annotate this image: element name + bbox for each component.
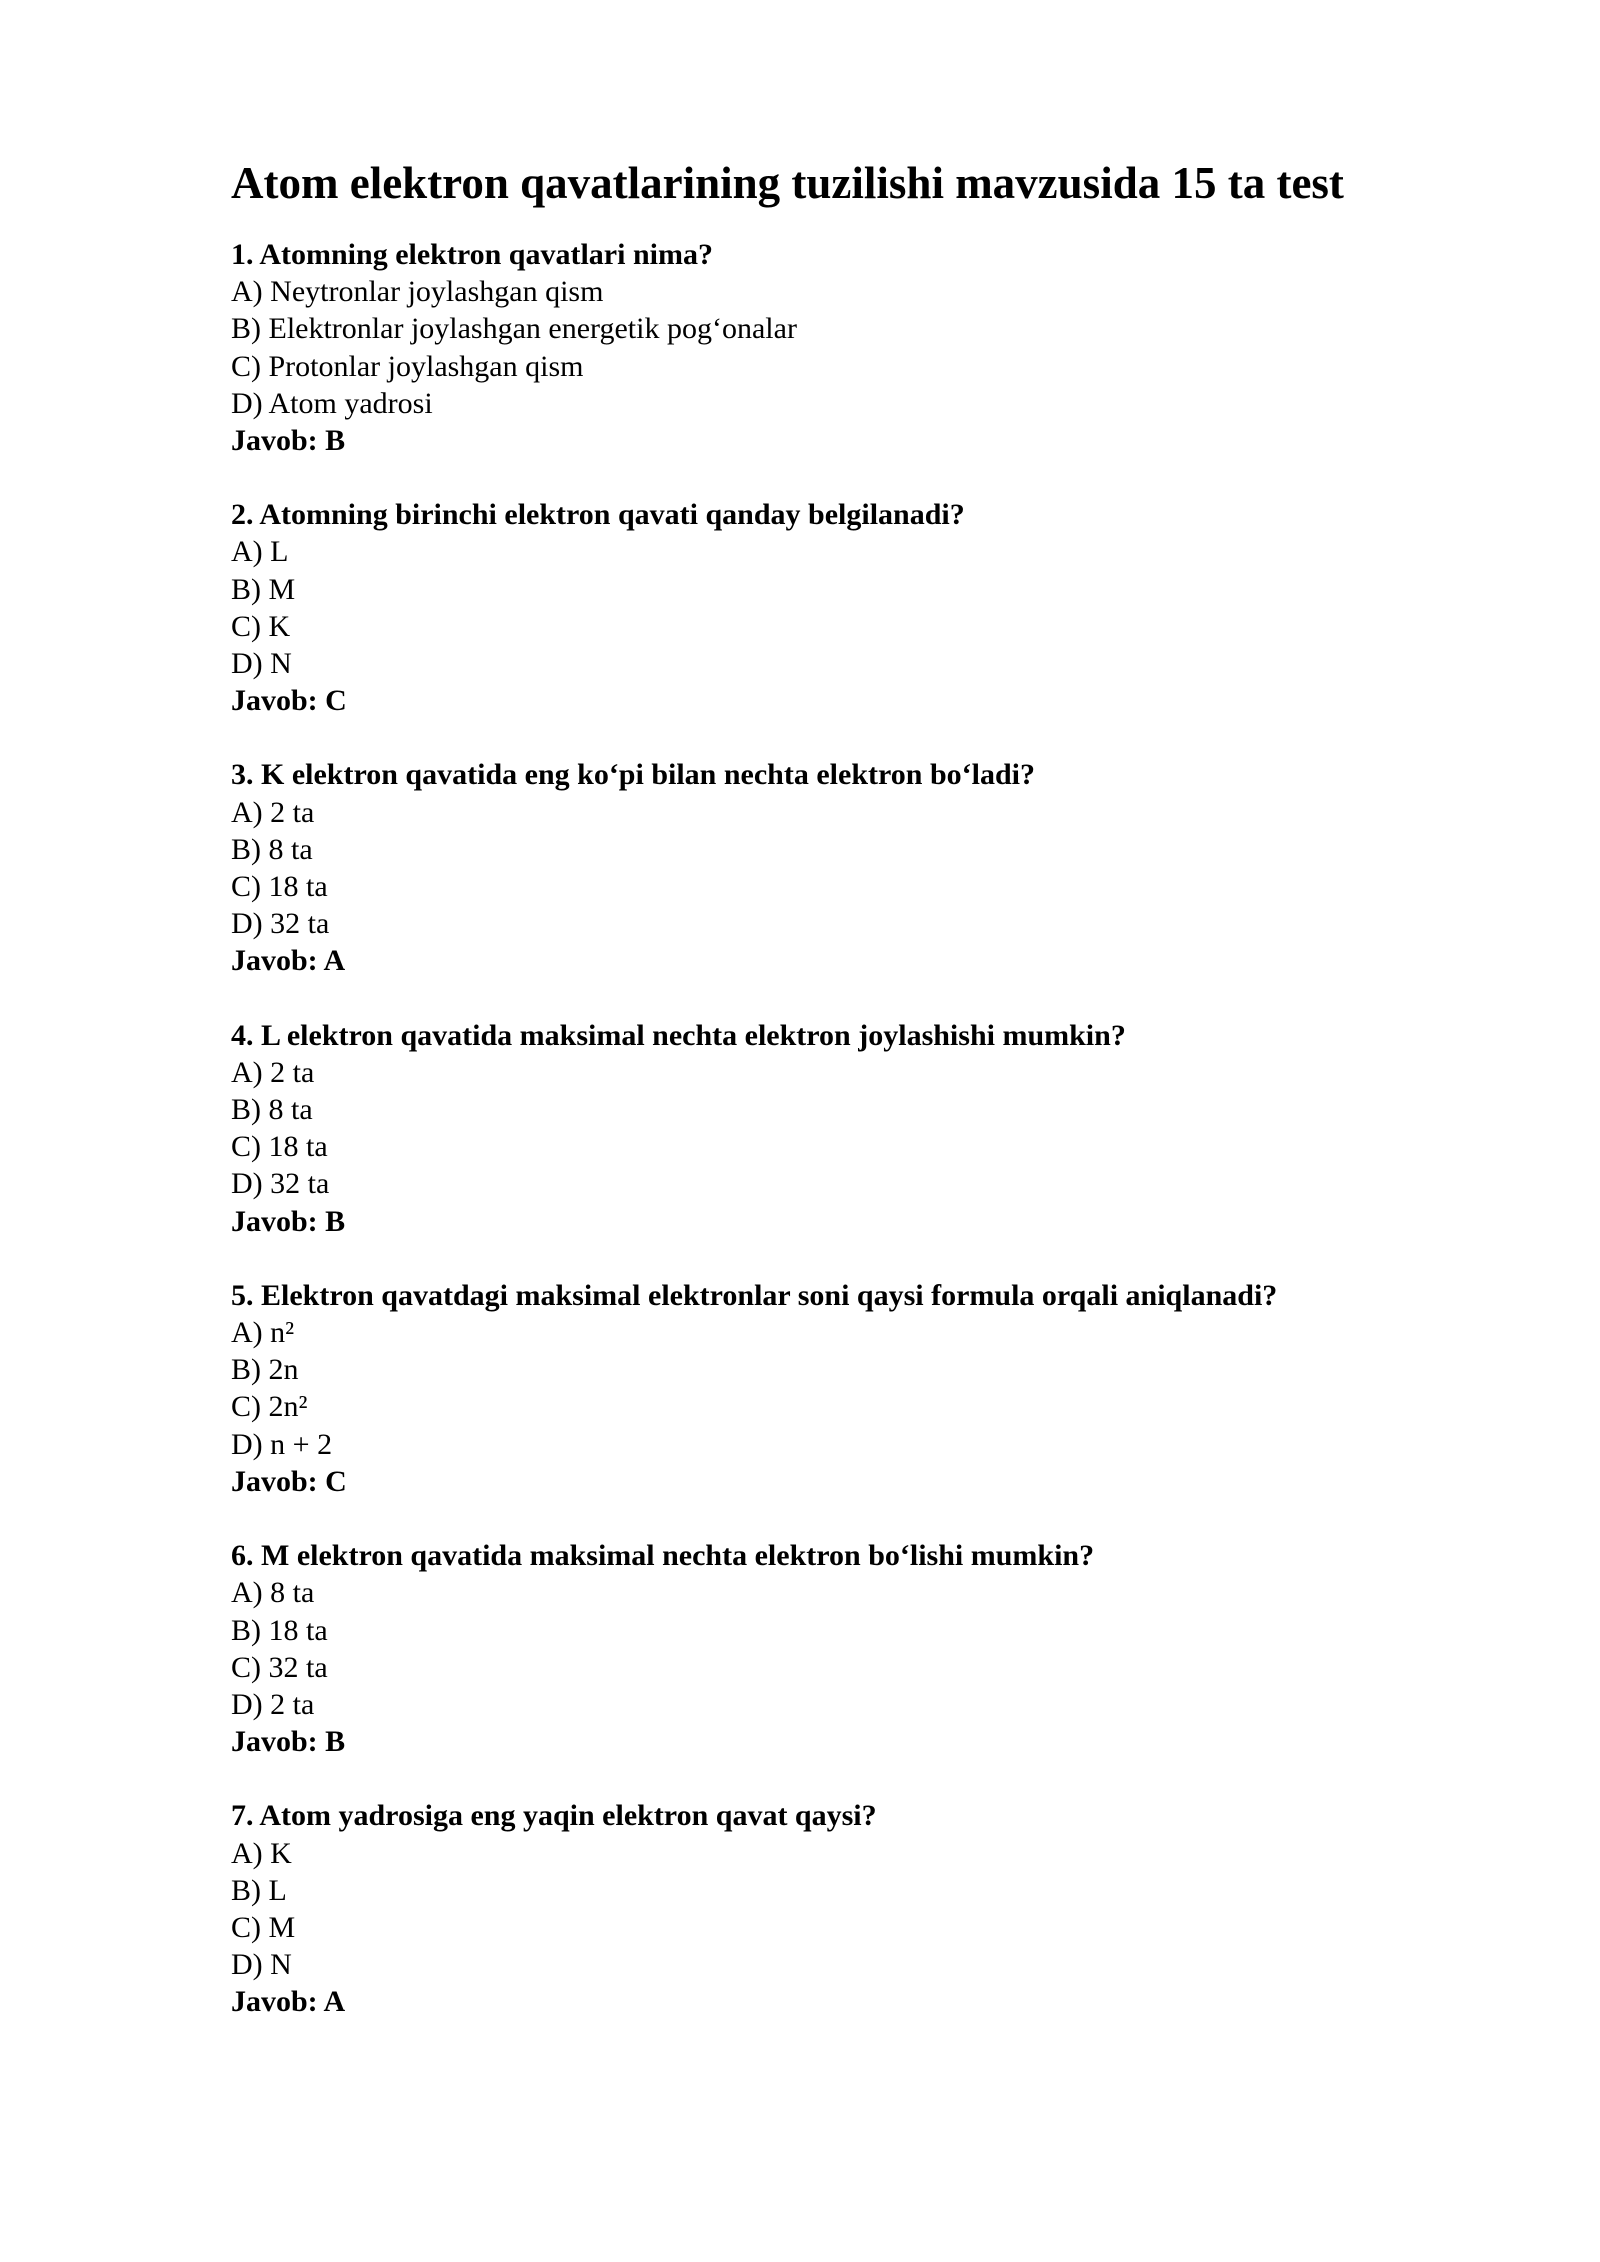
question-7 xyxy=(231,1797,1531,2020)
question-4 xyxy=(231,1017,1531,1240)
answer-line: Javob: A xyxy=(231,944,346,978)
answer-line: Javob: B xyxy=(231,424,346,458)
question-text: 5. Elektron qavatdagi maksimal elektronlar soni qaysi formula orqali aniqlanadi? xyxy=(231,1278,1278,1312)
question-6 xyxy=(231,1537,1531,1760)
option-b: B) M xyxy=(231,572,296,606)
option-b: B) 8 ta xyxy=(231,1093,313,1127)
option-b: B) L xyxy=(231,1873,287,1907)
option-c: C) 32 ta xyxy=(231,1650,328,1684)
option-d: D) N xyxy=(231,647,292,681)
option-c: C) M xyxy=(231,1910,296,1944)
option-d: D) 2 ta xyxy=(231,1687,315,1721)
document-title: Atom elektron qavatlarining tuzilishi mavzusida 15 ta test xyxy=(231,158,1344,208)
question-text: 7. Atom yadrosiga eng yaqin elektron qavat qaysi? xyxy=(231,1799,877,1833)
answer-line: Javob: C xyxy=(231,684,347,718)
option-a: A) K xyxy=(231,1836,292,1870)
option-b: B) 8 ta xyxy=(231,832,313,866)
option-d: D) 32 ta xyxy=(231,1167,330,1201)
answer-line: Javob: A xyxy=(231,1985,346,2019)
question-text: 1. Atomning elektron qavatlari nima? xyxy=(231,238,713,271)
option-a: A) 2 ta xyxy=(231,795,315,829)
question-text: 2. Atomning birinchi elektron qavati qanday belgilanadi? xyxy=(231,498,965,532)
question-1 xyxy=(231,236,1531,459)
question-2 xyxy=(231,496,1531,719)
option-a: A) Neytronlar joylashgan qism xyxy=(231,275,604,309)
option-c: C) 2n² xyxy=(231,1390,308,1424)
option-d: D) n + 2 xyxy=(231,1427,333,1461)
option-d: D) Atom yadrosi xyxy=(231,386,433,420)
option-a: A) 2 ta xyxy=(231,1055,315,1089)
option-c: C) 18 ta xyxy=(231,870,328,904)
option-b: B) 2n xyxy=(231,1353,299,1387)
option-c: C) 18 ta xyxy=(231,1130,328,1164)
option-c: C) K xyxy=(231,609,291,643)
question-5 xyxy=(231,1277,1531,1500)
option-c: C) Protonlar joylashgan qism xyxy=(231,349,584,383)
question-text: 4. L elektron qavatida maksimal nechta elektron joylashishi mumkin? xyxy=(231,1018,1126,1052)
option-a: A) L xyxy=(231,535,289,569)
option-b: B) Elektronlar joylashgan energetik pog‘onalar xyxy=(231,312,797,346)
question-text: 3. K elektron qavatida eng ko‘pi bilan nechta elektron bo‘ladi? xyxy=(231,758,1035,792)
option-b: B) 18 ta xyxy=(231,1613,328,1647)
option-a: A) n² xyxy=(231,1316,295,1350)
option-a: A) 8 ta xyxy=(231,1576,315,1610)
answer-line: Javob: B xyxy=(231,1204,346,1238)
option-d: D) 32 ta xyxy=(231,907,330,941)
document-page xyxy=(231,150,1531,2058)
question-text: 6. M elektron qavatida maksimal nechta elektron bo‘lishi mumkin? xyxy=(231,1539,1095,1573)
answer-line: Javob: B xyxy=(231,1725,346,1759)
option-d: D) N xyxy=(231,1948,292,1982)
question-3 xyxy=(231,756,1531,979)
answer-line: Javob: C xyxy=(231,1464,347,1498)
